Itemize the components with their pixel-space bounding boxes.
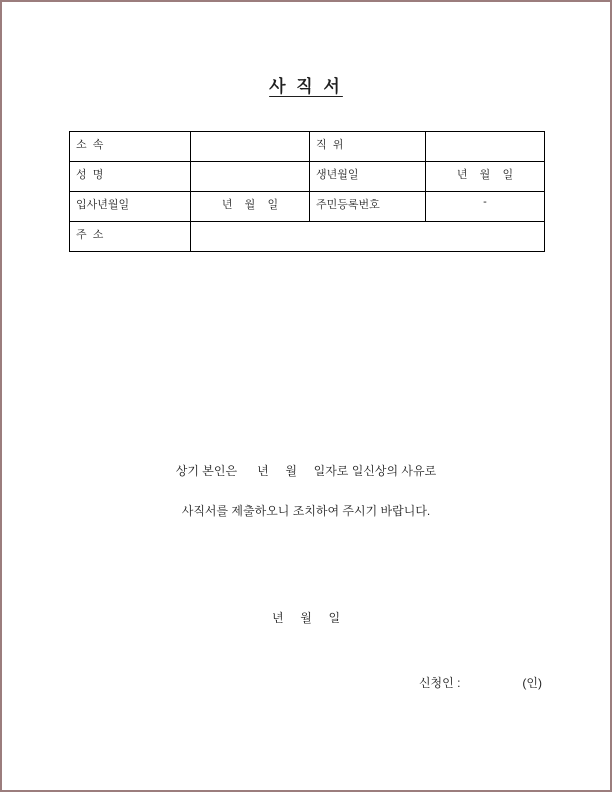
signature-line	[419, 674, 542, 691]
address-value	[191, 222, 545, 252]
birthdate-label: 생년월일	[310, 162, 426, 192]
name-label: 성 명	[70, 162, 191, 192]
name-value	[191, 162, 310, 192]
joindate-value: 년 월 일	[191, 192, 310, 222]
seal-mark: (인)	[522, 676, 542, 690]
ssn-value: -	[426, 192, 545, 222]
info-table	[69, 131, 545, 252]
position-value	[426, 132, 545, 162]
birthdate-value: 년 월 일	[426, 162, 545, 192]
page-title: 사 직 서	[269, 77, 343, 96]
date-line: 년 월 일	[271, 611, 341, 625]
table-row	[70, 192, 545, 222]
ssn-label: 주민등록번호	[310, 192, 426, 222]
position-label: 직 위	[310, 132, 426, 162]
address-label: 주 소	[70, 222, 191, 252]
statement-line-1: 상기 본인은 년 월 일자로 일신상의 사유로	[175, 464, 437, 478]
dept-label: 소 속	[70, 132, 191, 162]
dept-value	[191, 132, 310, 162]
applicant-label: 신청인 :	[418, 676, 461, 690]
table-row	[70, 222, 545, 252]
table-row	[70, 162, 545, 192]
table-row	[70, 132, 545, 162]
joindate-label: 입사년월일	[70, 192, 191, 222]
statement-line-2: 사직서를 제출하오니 조치하여 주시기 바랍니다.	[181, 504, 431, 518]
